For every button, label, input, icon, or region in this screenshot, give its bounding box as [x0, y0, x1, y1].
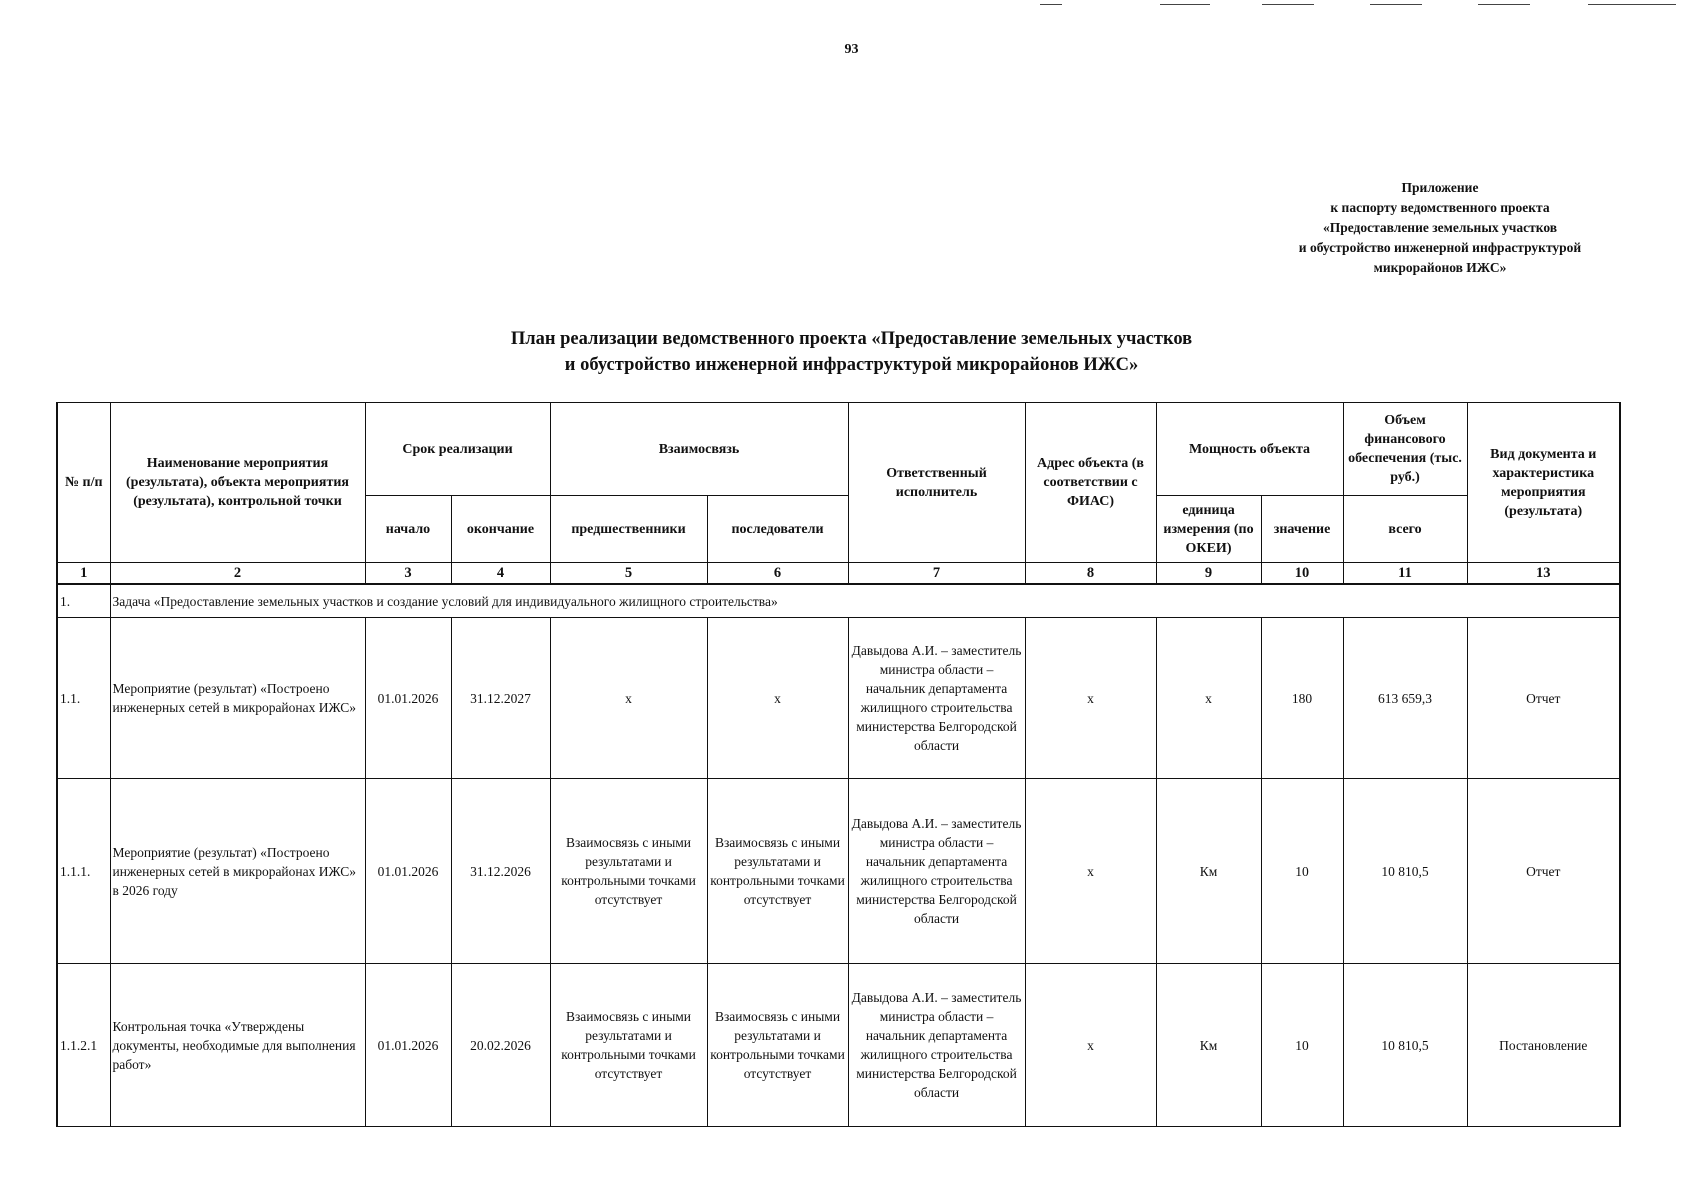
header-relation-prev: предшественники — [550, 496, 707, 563]
row-value: 10 — [1261, 779, 1343, 964]
row-address: x — [1025, 618, 1156, 779]
row-value: 180 — [1261, 618, 1343, 779]
header-term: Срок реализации — [365, 403, 550, 496]
column-number: 4 — [451, 563, 550, 585]
row-start: 01.01.2026 — [365, 618, 451, 779]
column-number: 8 — [1025, 563, 1156, 585]
column-number: 5 — [550, 563, 707, 585]
row-responsible: Давыдова А.И. – заместитель министра области – начальник департамента жилищного строительства министерства Белгородской области — [848, 779, 1025, 964]
header-term-end: окончание — [451, 496, 550, 563]
column-number: 10 — [1261, 563, 1343, 585]
header-capacity-value: значение — [1261, 496, 1343, 563]
column-number: 3 — [365, 563, 451, 585]
row-address: x — [1025, 779, 1156, 964]
row-name: Мероприятие (результат) «Построено инженерных сетей в микрорайонах ИЖС» — [110, 618, 365, 779]
header-relation: Взаимосвязь — [550, 403, 848, 496]
row-responsible: Давыдова А.И. – заместитель министра области – начальник департамента жилищного строительства министерства Белгородской области — [848, 964, 1025, 1127]
appendix-line: Приложение — [1401, 180, 1479, 195]
row-next: Взаимосвязь с иными результатами и контрольными точками отсутствует — [707, 964, 848, 1127]
row-finance: 10 810,5 — [1343, 779, 1467, 964]
document-title-line: и обустройство инженерной инфраструктурой микрорайонов ИЖС» — [564, 355, 1139, 375]
row-finance: 613 659,3 — [1343, 618, 1467, 779]
scan-edge-marks — [1040, 4, 1680, 8]
header-responsible: Ответственный исполнитель — [848, 403, 1025, 563]
row-end: 20.02.2026 — [451, 964, 550, 1127]
row-value: 10 — [1261, 964, 1343, 1127]
column-number: 6 — [707, 563, 848, 585]
document-title-line: План реализации ведомственного проекта «Предоставление земельных участков — [510, 329, 1193, 349]
row-prev: Взаимосвязь с иными результатами и контрольными точками отсутствует — [550, 964, 707, 1127]
row-doc: Отчет — [1467, 779, 1620, 964]
task-row — [57, 584, 1620, 618]
row-unit: x — [1156, 618, 1261, 779]
table-row — [57, 779, 1620, 964]
row-num: 1.1.1. — [57, 779, 110, 964]
header-capacity: Мощность объекта — [1156, 403, 1343, 496]
header-relation-next: последователи — [707, 496, 848, 563]
header-doc-type: Вид документа и характеристика мероприятия (результата) — [1467, 403, 1620, 563]
row-doc: Отчет — [1467, 618, 1620, 779]
row-responsible: Давыдова А.И. – заместитель министра области – начальник департамента жилищного строительства министерства Белгородской области — [848, 618, 1025, 779]
header-term-start: начало — [365, 496, 451, 563]
row-name: Мероприятие (результат) «Построено инженерных сетей в микрорайонах ИЖС» в 2026 году — [110, 779, 365, 964]
column-number: 1 — [57, 563, 110, 585]
page-number: 93 — [844, 42, 859, 57]
column-number: 7 — [848, 563, 1025, 585]
row-doc: Постановление — [1467, 964, 1620, 1127]
header-name: Наименование мероприятия (результата), объекта мероприятия (результата), контрольной точки — [110, 403, 365, 563]
header-address: Адрес объекта (в соответствии с ФИАС) — [1025, 403, 1156, 563]
column-number: 9 — [1156, 563, 1261, 585]
row-start: 01.01.2026 — [365, 779, 451, 964]
row-prev: Взаимосвязь с иными результатами и контрольными точками отсутствует — [550, 779, 707, 964]
row-end: 31.12.2026 — [451, 779, 550, 964]
row-unit: Км — [1156, 779, 1261, 964]
row-num: 1.1.2.1 — [57, 964, 110, 1127]
appendix-line: к паспорту ведомственного проекта — [1330, 200, 1550, 215]
header-capacity-unit: единица измерения (по ОКЕИ) — [1156, 496, 1261, 563]
row-start: 01.01.2026 — [365, 964, 451, 1127]
row-next: x — [707, 618, 848, 779]
row-end: 31.12.2027 — [451, 618, 550, 779]
column-number: 11 — [1343, 563, 1467, 585]
column-number: 13 — [1467, 563, 1620, 585]
row-next: Взаимосвязь с иными результатами и контрольными точками отсутствует — [707, 779, 848, 964]
row-address: x — [1025, 964, 1156, 1127]
row-num: 1.1. — [57, 618, 110, 779]
appendix-line: и обустройство инженерной инфраструктурой — [1298, 240, 1582, 255]
task-num: 1. — [57, 584, 110, 618]
appendix-line: «Предоставление земельных участков — [1322, 220, 1558, 235]
document-title — [0, 326, 1703, 378]
row-finance: 10 810,5 — [1343, 964, 1467, 1127]
appendix-note — [1240, 178, 1640, 278]
table-row — [57, 964, 1620, 1127]
header-finance-total: всего — [1343, 496, 1467, 563]
table-row — [57, 618, 1620, 779]
appendix-line: микрорайонов ИЖС» — [1373, 260, 1507, 275]
task-text: Задача «Предоставление земельных участков и создание условий для индивидуального жилищного строительства» — [110, 584, 1620, 618]
implementation-plan-table — [56, 402, 1621, 1127]
column-number: 2 — [110, 563, 365, 585]
row-prev: x — [550, 618, 707, 779]
row-unit: Км — [1156, 964, 1261, 1127]
header-num: № п/п — [57, 403, 110, 563]
row-name: Контрольная точка «Утверждены документы, необходимые для выполнения работ» — [110, 964, 365, 1127]
header-finance: Объем финансового обеспечения (тыс. руб.) — [1343, 403, 1467, 496]
